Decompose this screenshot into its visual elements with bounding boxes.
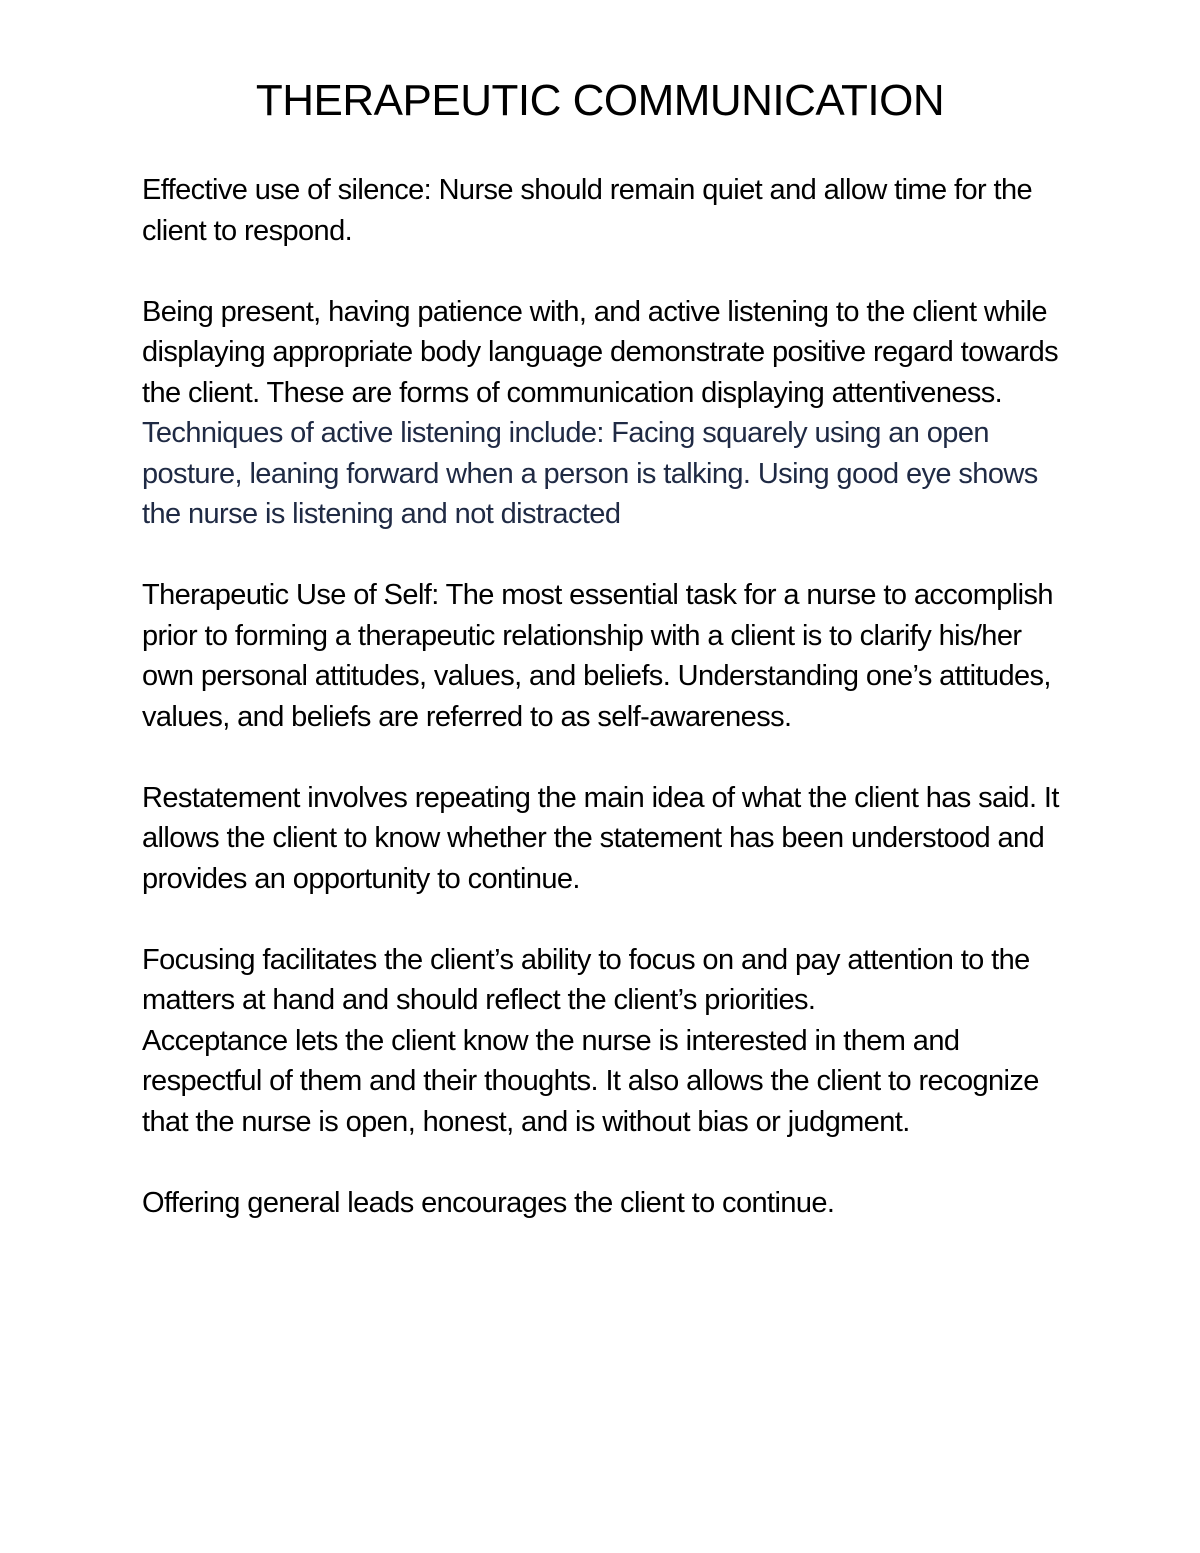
paragraph-text — [142, 292, 1072, 535]
document-body — [142, 170, 1072, 1264]
paragraph-text: Effective use of silence: Nurse should remain quiet and allow time for the client to respond. — [142, 174, 1033, 247]
paragraph-text-part-techniques: Techniques of active listening include: Facing squarely using an open posture, leaning forward when a person is talking. Using good eye shows the nurse is listening and not distracted — [142, 417, 1038, 530]
paragraph-active-listening — [142, 292, 1072, 535]
paragraph-text: Offering general leads encourages the client to continue. — [142, 1186, 835, 1219]
paragraph-text: Therapeutic Use of Self: The most essential task for a nurse to accomplish prior to forming a therapeutic relationship with a client is to clarify his/her own personal attitudes, values, and beliefs. Understanding one’s attitudes, values, and beliefs are referred to as self-awareness. — [142, 579, 1053, 733]
page-title: THERAPEUTIC COMMUNICATION — [255, 76, 945, 125]
paragraph-text: Restatement involves repeating the main idea of what the client has said. It allows the client to know whether the statement has been understood and provides an opportunity to continue. — [142, 781, 1059, 895]
paragraph-therapeutic-use-of-self — [142, 575, 1072, 737]
paragraph-restatement — [142, 778, 1072, 900]
paragraph-focusing-acceptance — [142, 940, 1072, 1143]
paragraph-silence — [142, 170, 1072, 251]
paragraph-general-leads — [142, 1183, 1072, 1224]
paragraph-text-part: Being present, having patience with, and active listening to the client while displaying appropriate body language demonstrate positive regard towards the client. These are forms of communication displaying attentiveness. — [142, 295, 1059, 409]
paragraph-text-acceptance: Acceptance lets the client know the nurse is interested in them and respectful of them and their thoughts. It also allows the client to recognize that the nurse is open, honest, and is without bias or judgment. — [142, 1024, 1039, 1138]
paragraph-text: Focusing facilitates the client’s ability to focus on and pay attention to the matters at hand and should reflect the client’s priorities. — [142, 943, 1030, 1016]
